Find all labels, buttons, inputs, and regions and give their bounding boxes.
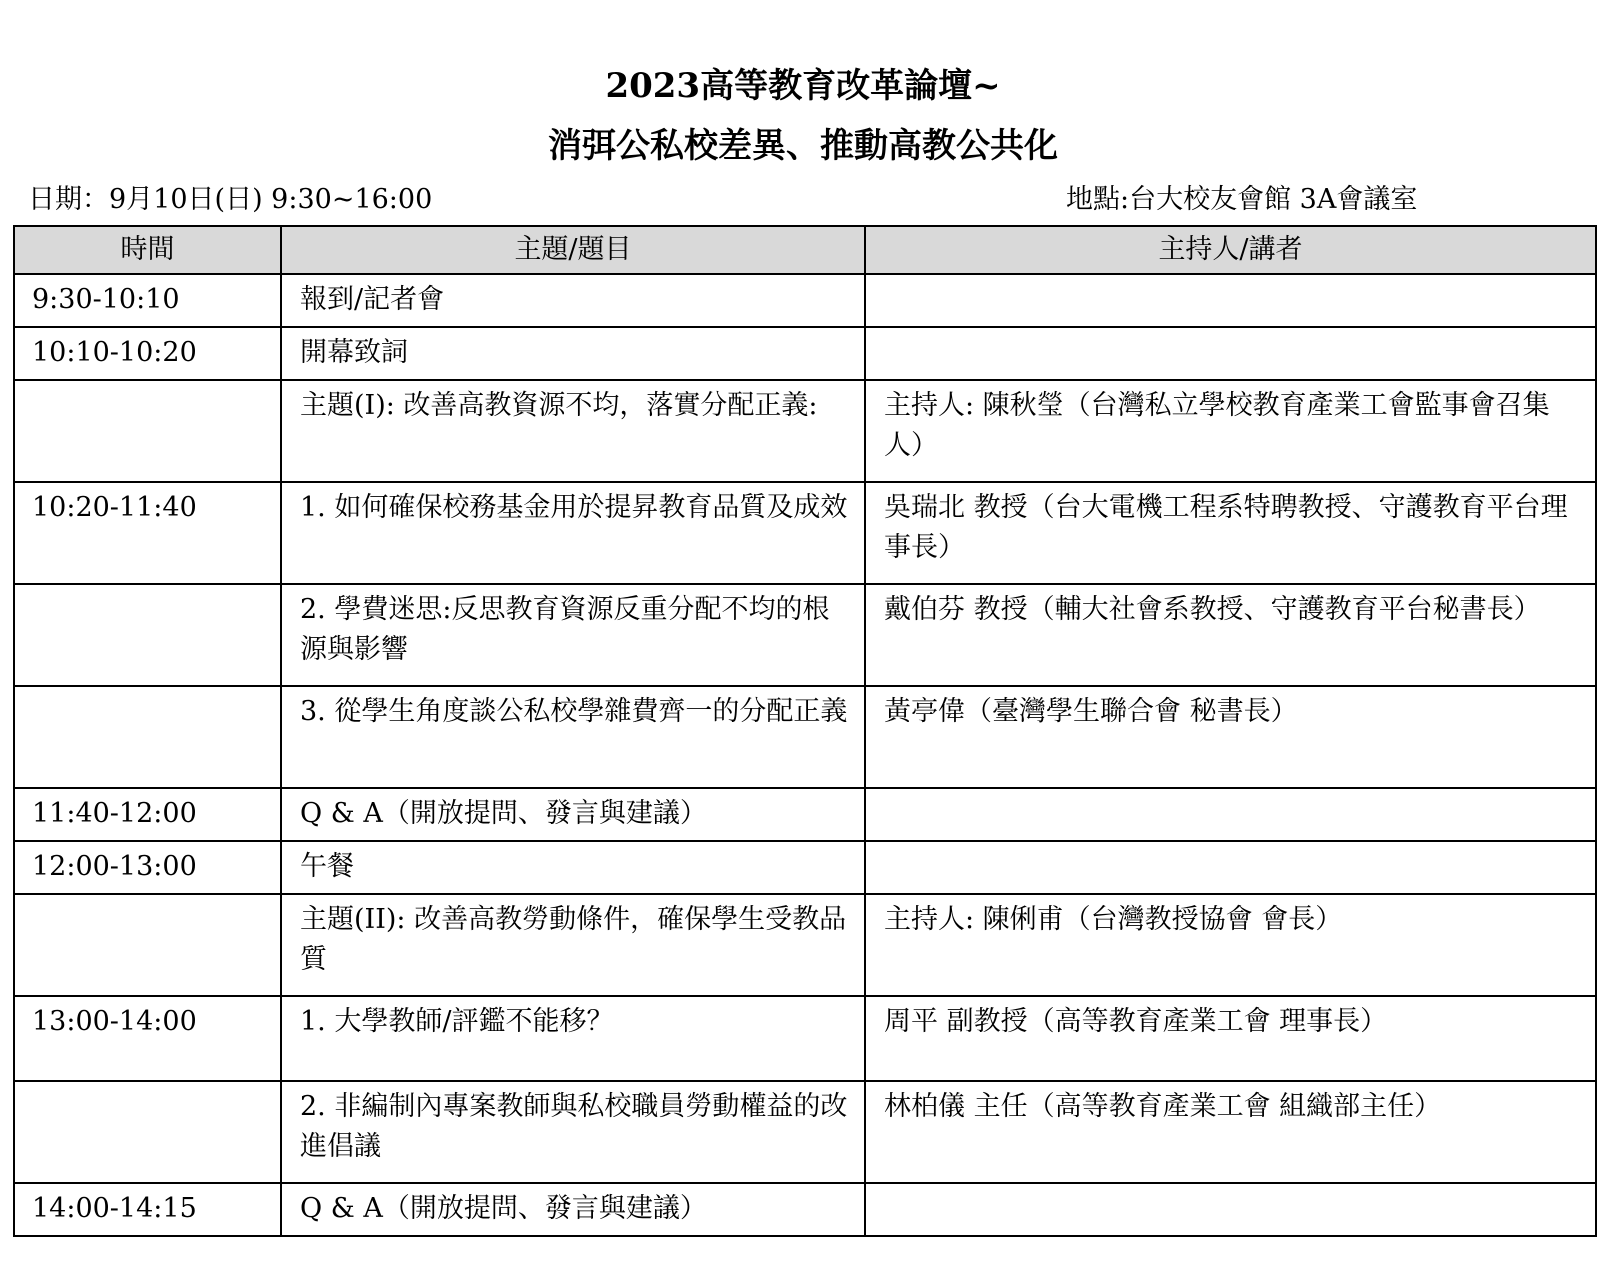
row-host <box>865 841 1596 894</box>
row-host: 黃亭偉（臺灣學生聯合會 秘書長） <box>865 686 1596 788</box>
row-topic: 報到/記者會 <box>281 274 865 327</box>
row-host: 周平 副教授（高等教育產業工會 理事長） <box>865 996 1596 1081</box>
table-row <box>14 482 1596 584</box>
table-row <box>14 841 1596 894</box>
row-topic: 2. 非編制內專案教師與私校職員勞動權益的改進倡議 <box>281 1081 865 1183</box>
header-host: 主持人/講者 <box>865 226 1596 274</box>
row-time: 10:20-11:40 <box>14 482 281 584</box>
row-topic: 主題(I): 改善高教資源不均，落實分配正義: <box>281 380 865 482</box>
row-time: 9:30-10:10 <box>14 274 281 327</box>
schedule-table <box>13 225 1597 1237</box>
event-location: 地點:台大校友會館 3A會議室 <box>1066 184 1418 215</box>
table-row <box>14 1081 1596 1183</box>
row-time: 14:00-14:15 <box>14 1183 281 1236</box>
row-host <box>865 788 1596 841</box>
row-topic: 1. 如何確保校務基金用於提昇教育品質及成效 <box>281 482 865 584</box>
row-time: 13:00-14:00 <box>14 996 281 1081</box>
page-subtitle: 消弭公私校差異、推動高教公共化 <box>548 126 1058 166</box>
row-time <box>14 584 281 686</box>
row-topic: 2. 學費迷思:反思教育資源反重分配不均的根源與影響 <box>281 584 865 686</box>
table-row <box>14 686 1596 788</box>
row-host <box>865 327 1596 380</box>
row-topic: 午餐 <box>281 841 865 894</box>
table-row <box>14 327 1596 380</box>
row-host <box>865 274 1596 327</box>
row-time <box>14 380 281 482</box>
row-host: 林柏儀 主任（高等教育產業工會 組織部主任） <box>865 1081 1596 1183</box>
row-host <box>865 1183 1596 1236</box>
header-time: 時間 <box>14 226 281 274</box>
table-row <box>14 584 1596 686</box>
table-row <box>14 274 1596 327</box>
row-time: 12:00-13:00 <box>14 841 281 894</box>
row-topic: Q & A（開放提問、發言與建議） <box>281 788 865 841</box>
row-host: 吳瑞北 教授（台大電機工程系特聘教授、守護教育平台理事長） <box>865 482 1596 584</box>
header-topic: 主題/題目 <box>281 226 865 274</box>
table-row <box>14 894 1596 996</box>
table-row <box>14 1183 1596 1236</box>
row-time <box>14 894 281 996</box>
row-host: 主持人: 陳俐甫（台灣教授協會 會長） <box>865 894 1596 996</box>
row-topic: Q & A（開放提問、發言與建議） <box>281 1183 865 1236</box>
row-time <box>14 1081 281 1183</box>
event-date: 日期：9月10日(日) 9:30~16:00 <box>28 184 433 215</box>
row-topic: 開幕致詞 <box>281 327 865 380</box>
page-title: 2023高等教育改革論壇~ <box>605 66 1001 106</box>
row-topic: 3. 從學生角度談公私校學雜費齊一的分配正義 <box>281 686 865 788</box>
table-row <box>14 380 1596 482</box>
row-time: 11:40-12:00 <box>14 788 281 841</box>
row-time <box>14 686 281 788</box>
row-time: 10:10-10:20 <box>14 327 281 380</box>
row-host: 主持人: 陳秋瑩（台灣私立學校教育產業工會監事會召集人） <box>865 380 1596 482</box>
table-row <box>14 996 1596 1081</box>
table-row <box>14 788 1596 841</box>
row-host: 戴伯芬 教授（輔大社會系教授、守護教育平台秘書長） <box>865 584 1596 686</box>
row-topic: 主題(II): 改善高教勞動條件，確保學生受教品質 <box>281 894 865 996</box>
row-topic: 1. 大學教師/評鑑不能移？ <box>281 996 865 1081</box>
table-header-row <box>14 226 1596 274</box>
